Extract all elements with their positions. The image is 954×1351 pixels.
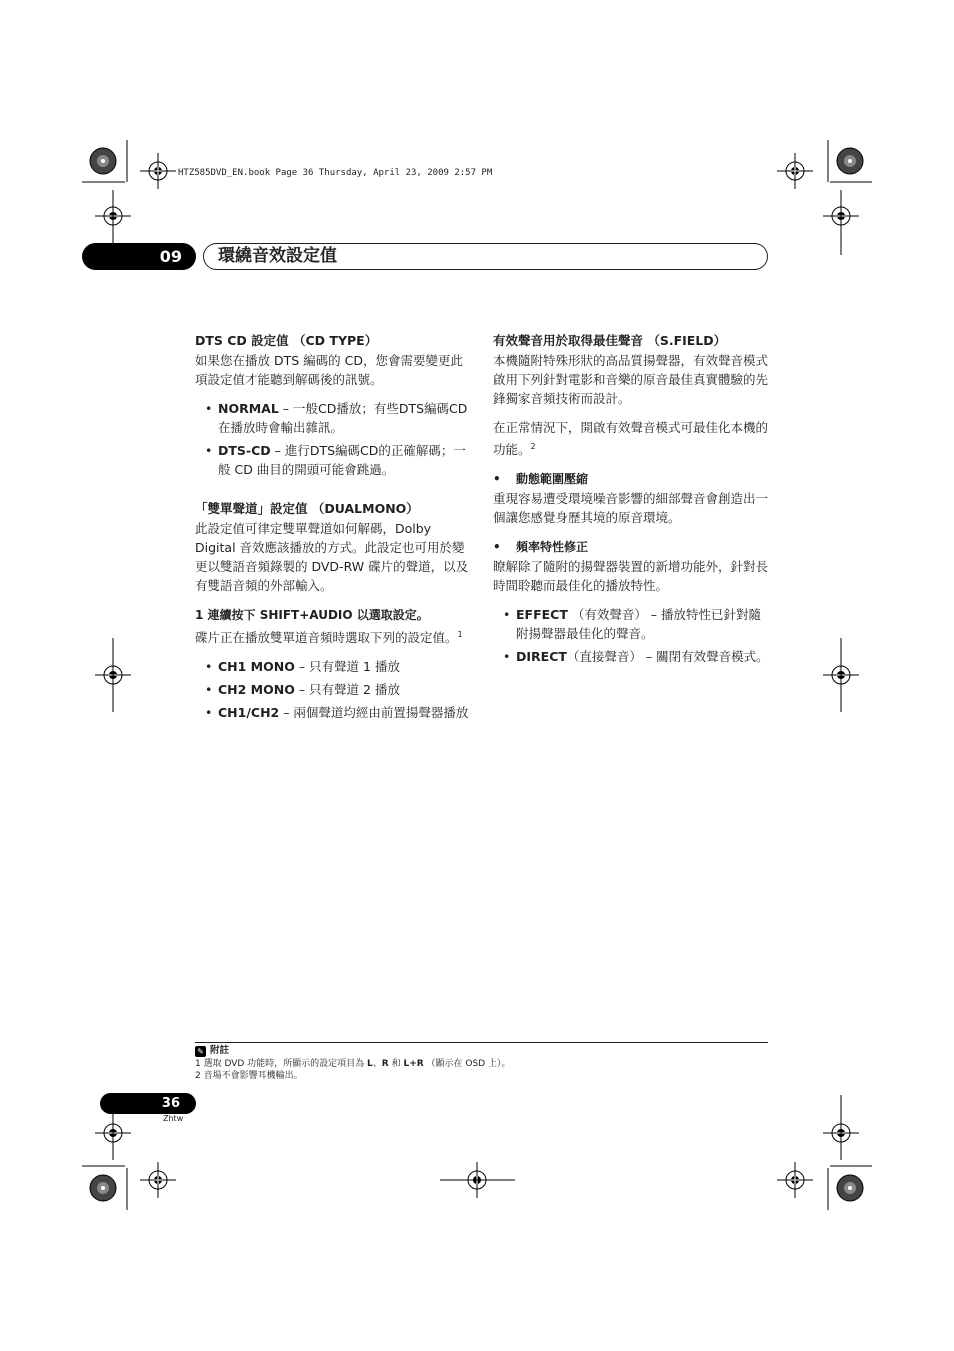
item-desc: （直接聲音） – 關閉有效聲音模式。 <box>566 649 769 665</box>
list-item <box>493 605 770 643</box>
item-term: CH1/CH2 <box>218 705 280 721</box>
notes-heading-text: 附註 <box>210 1045 230 1056</box>
footnotes <box>195 1045 768 1082</box>
notes-divider <box>195 1042 768 1043</box>
right-column <box>493 331 770 670</box>
note-pencil-icon: ✎ <box>195 1046 206 1057</box>
step-body <box>195 625 473 647</box>
item-desc: – 一般CD播放；有些DTS編碼CD在播放時會輸出雜訊。 <box>218 401 468 435</box>
list-item <box>195 680 473 699</box>
item-term: EFFECT <box>516 607 568 623</box>
section-body-text: 在正常情況下，開啟有效聲音模式可最佳化本機的功能。 <box>493 420 769 458</box>
item-desc: – 兩個聲道均經由前置揚聲器播放 <box>279 705 469 721</box>
footnote-term: R <box>381 1059 389 1069</box>
footnote-text: 和 <box>388 1059 404 1069</box>
list-item <box>195 703 473 722</box>
footnote-term: L <box>367 1059 373 1069</box>
subsection-body: 重現容易遭受環境噪音影響的細部聲音會創造出一個讓您感覺身歷其境的原音環境。 <box>493 491 769 526</box>
section-title-dualmono: 「雙單聲道」設定值 （DUALMONO） <box>195 501 419 516</box>
print-header: HTZ585DVD_EN.book Page 36 Thursday, April 23, 2009 2:57 PM <box>178 168 493 178</box>
list-item <box>195 657 473 676</box>
step-body-text: 碟片正在播放雙單道音頻時選取下列的設定值。 <box>195 630 458 646</box>
language-code: Zhtw <box>163 1114 184 1123</box>
footnote-ref: 1 <box>457 630 463 639</box>
section-body <box>493 418 770 459</box>
section-body: 本機隨附特殊形狀的高品質揚聲器，有效聲音模式啟用下列針對電影和音樂的原音最佳真實體驗的先鋒獨家音頻技術而設計。 <box>493 353 769 406</box>
item-term: DIRECT <box>516 649 567 665</box>
step-title: 1 連續按下 SHIFT+AUDIO 以選取設定。 <box>195 608 429 622</box>
section-body: 如果您在播放 DTS 編碼的 CD，您會需要變更此項設定值才能聽到解碼後的訊號。 <box>195 353 463 387</box>
subsection-title: • 頻率特性修正 <box>493 537 770 557</box>
list-item <box>195 441 473 479</box>
section-title-sfield: 有效聲音用於取得最佳聲音 （S.FIELD） <box>493 333 727 348</box>
footnote-text: 1 選取 DVD 功能時，所顯示的設定項目為 <box>195 1059 368 1069</box>
page-number: 36 <box>100 1093 196 1114</box>
item-desc: – 進行DTS編碼CD的正確解碼；一般 CD 曲目的開頭可能會跳過。 <box>218 443 466 477</box>
item-term: CH2 MONO <box>218 682 295 698</box>
item-term: CH1 MONO <box>218 659 295 675</box>
list-item <box>195 399 473 437</box>
item-term: NORMAL <box>218 401 279 416</box>
item-desc: （有效聲音） – 播放特性已針對隨附揚聲器最佳化的聲音。 <box>516 607 762 642</box>
subsection-title: • 動態範圍壓縮 <box>493 469 770 489</box>
footnote-ref: 2 <box>530 442 536 451</box>
footnote-term: L+R <box>403 1059 424 1069</box>
item-term: DTS-CD <box>218 443 271 458</box>
left-column <box>195 331 473 726</box>
item-desc: – 只有聲道 2 播放 <box>294 682 400 698</box>
section-title-cd-type: DTS CD 設定值 （CD TYPE） <box>195 333 378 348</box>
chapter-number: 09 <box>82 243 196 270</box>
footnote-text: （顯示在 OSD 上）。 <box>423 1059 511 1069</box>
footnote-1 <box>195 1058 768 1070</box>
subsection-body: 瞭解除了隨附的揚聲器裝置的新增功能外，針對長時間聆聽而最佳化的播放特性。 <box>493 559 769 594</box>
item-desc: – 只有聲道 1 播放 <box>294 659 400 675</box>
notes-heading <box>195 1045 768 1057</box>
footnote-text: 、 <box>372 1059 382 1069</box>
footnote-2: 2 音場不會影響耳機輸出。 <box>195 1071 303 1081</box>
list-item <box>493 647 770 666</box>
chapter-title: 環繞音效設定值 <box>203 243 768 270</box>
section-body: 此設定值可律定雙單聲道如何解碼，Dolby Digital 音效應該播放的方式。此設定也可用於變更以雙語音頻錄製的 DVD-RW 碟片的聲道，以及有雙語音頻的外部輸入。 <box>195 521 469 593</box>
